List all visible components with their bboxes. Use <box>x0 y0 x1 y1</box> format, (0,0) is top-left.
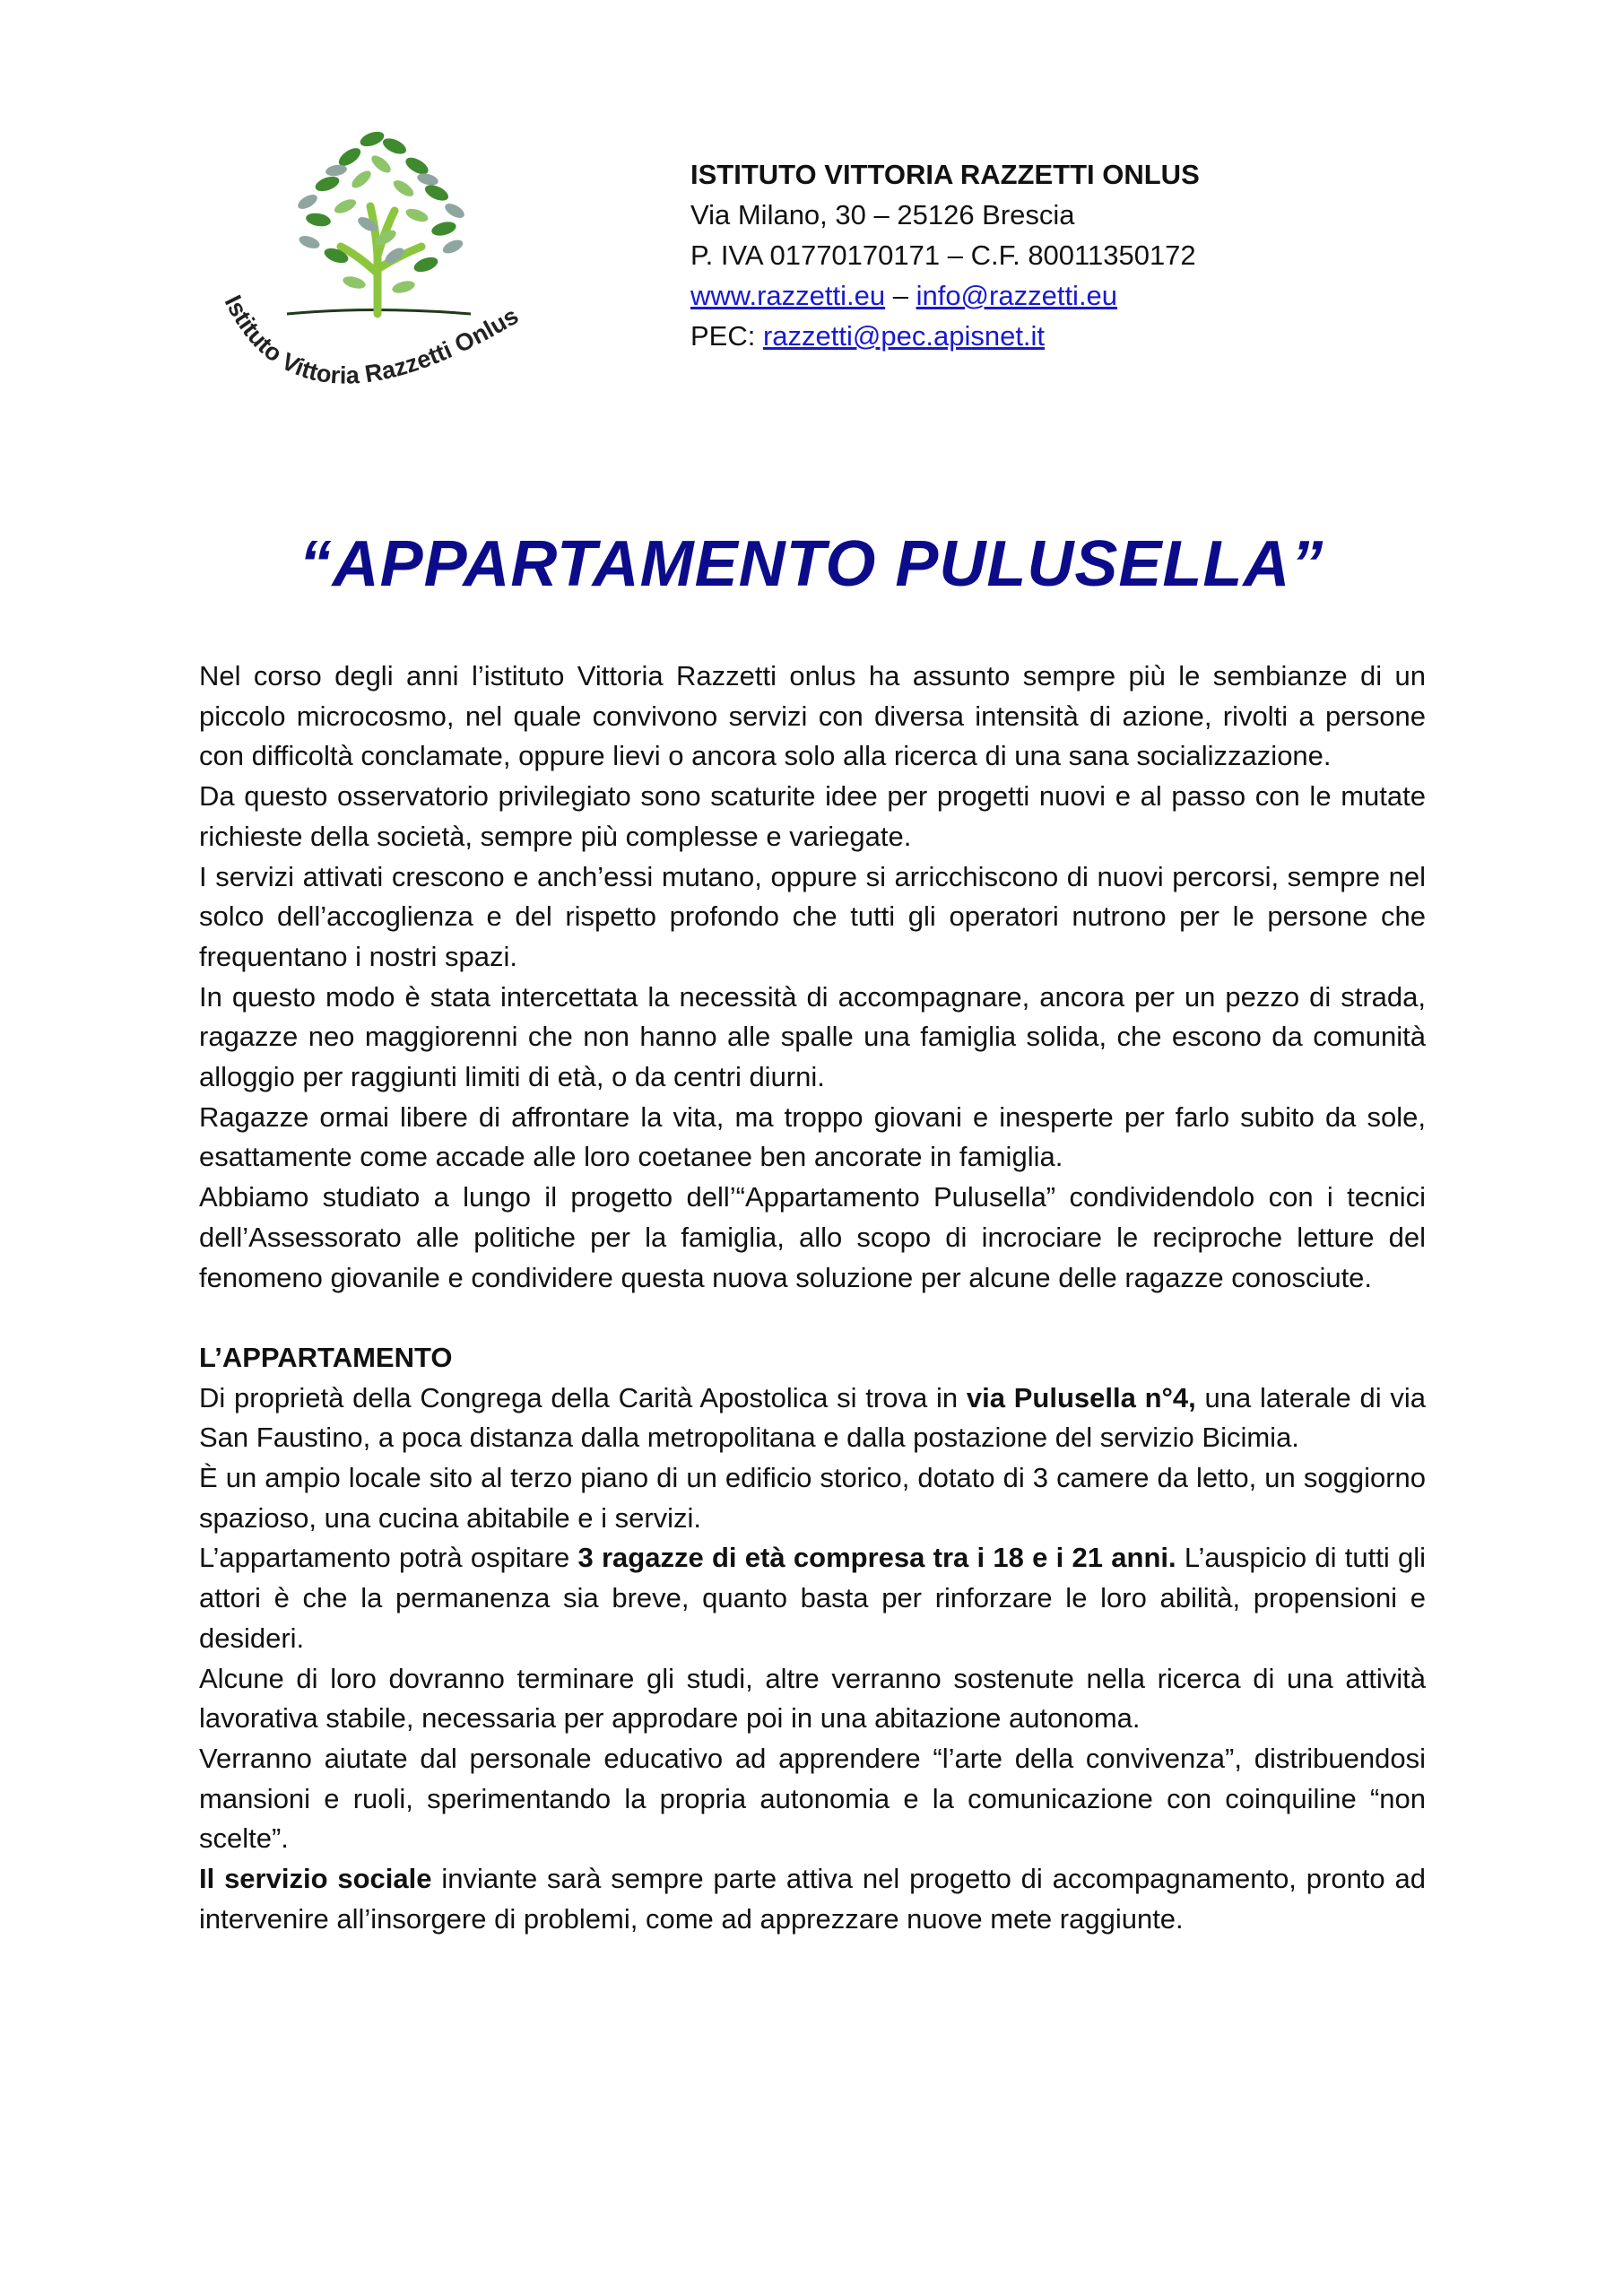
section-p1-text-a: Di proprietà della Congrega della Carità Apostolica si trova in <box>199 1381 967 1413</box>
organization-address: Via Milano, 30 – 25126 Brescia <box>690 199 1075 230</box>
intro-paragraph-4: In questo modo è stata intercettata la necessità di accompagnare, ancora per un pezzo di strada, ragazze neo maggiorenni che non hanno alle spalle una famiglia solida, che escono da comunità alloggio per raggiunti limiti di età, o da centri diurni. <box>199 980 1426 1093</box>
pec-label: PEC: <box>690 320 756 352</box>
organization-pec <box>690 316 1200 356</box>
section-heading: L’APPARTAMENTO <box>199 1341 453 1373</box>
organization-tax-ids: P. IVA 01770170171 – C.F. 80011350172 <box>690 239 1196 271</box>
intro-paragraph-3: I servizi attivati crescono e anch’essi mutano, oppure si arricchiscono di nuovi percorsi, sempre nel solco dell’accoglienza e del rispetto profondo che tutti gli operatori nutrono per le persone che frequentano i nostri spazi. <box>199 860 1426 972</box>
section-p1-address: via Pulusella n°4, <box>966 1381 1196 1413</box>
logo-text <box>220 291 524 389</box>
intro-paragraph-5: Ragazze ormai libere di affrontare la vita, ma troppo giovani e inesperte per farlo subito da sole, esattamente come accade alle loro coetanee ben ancorate in famiglia. <box>199 1100 1426 1173</box>
tree-icon <box>287 129 471 314</box>
section-p6-text: inviante sarà sempre parte attiva nel progetto di accompagnamento, pronto ad intervenire all’insorgere di problemi, come ad apprezzare nuove mete raggiunte. <box>199 1863 1426 1935</box>
organization-contacts <box>690 275 1200 316</box>
section-p1-text-b: una laterale di via San Faustino, a poca distanza dalla metropolitana e dalla postazione del servizio Bicimia. <box>199 1381 1426 1454</box>
section-paragraph-4: Alcune di loro dovranno terminare gli studi, altre verranno sostenute nella ricerca di una attività lavorativa stabile, necessaria per approdare poi in una abitazione autonoma. <box>199 1662 1426 1735</box>
intro-paragraph-6: Abbiamo studiato a lungo il progetto dell’“Appartamento Pulusella” condividendolo con i tecnici dell’Assessorato alle politiche per la famiglia, allo scopo di incrociare le reciproche letture del fenomeno giovanile e condividere questa nuova soluzione per alcune delle ragazze conosciute. <box>199 1181 1426 1293</box>
logo-text-path: Istituto Vittoria Razzetti Onlus <box>219 291 524 389</box>
intro-paragraph-2: Da questo osservatorio privilegiato sono scaturite idee per progetti nuovi e al passo con le mutate richieste della società, sempre più complesse e variegate. <box>199 780 1426 852</box>
document-body <box>199 657 1426 1939</box>
pec-email-link[interactable]: razzetti@pec.apisnet.it <box>762 320 1046 352</box>
institute-logo <box>202 121 560 426</box>
section-paragraph-2: È un ampio locale sito al terzo piano di un edificio storico, dotato di 3 camere da letto, un soggiorno spazioso, una cucina abitabile e i servizi. <box>199 1462 1426 1534</box>
contact-separator: – <box>892 280 908 311</box>
document-title: “APPARTAMENTO PULUSELLA” <box>299 528 1324 600</box>
website-link[interactable]: www.razzetti.eu <box>690 280 886 311</box>
organization-header <box>690 154 1200 356</box>
section-paragraph-6 <box>199 1859 1426 1939</box>
section-p3-text-b: L’auspicio di tutti gli attori è che la permanenza sia breve, quanto basta per rinforzare le loro abilità, propensioni e desideri. <box>199 1542 1427 1654</box>
section-p3-capacity: 3 ragazze di età compresa tra i 18 e i 21 anni. <box>577 1542 1176 1574</box>
section-paragraph-5: Verranno aiutate dal personale educativo ad apprendere “l’arte della convivenza”, distribuendosi mansioni e ruoli, sperimentando la propria autonomia e la comunicazione con coinquiline “non scelte”. <box>199 1742 1426 1855</box>
section-p3-text-a: L’appartamento potrà ospitare <box>199 1542 578 1574</box>
section-p6-social-service: Il servizio sociale <box>199 1863 432 1895</box>
section-paragraph-3 <box>199 1538 1426 1658</box>
paragraph-spacer <box>199 1298 1426 1338</box>
organization-name: ISTITUTO VITTORIA RAZZETTI ONLUS <box>690 159 1200 190</box>
section-paragraph-1 <box>199 1378 1426 1458</box>
intro-paragraph-1: Nel corso degli anni l’istituto Vittoria Razzetti onlus ha assunto sempre più le sembianze di un piccolo microcosmo, nel quale convivono servizi con diversa intensità di azione, rivolti a persone con difficoltà conclamate, oppure lievi o ancora solo alla ricerca di una sana socializzazione. <box>199 660 1426 772</box>
email-link[interactable]: info@razzetti.eu <box>916 280 1118 311</box>
